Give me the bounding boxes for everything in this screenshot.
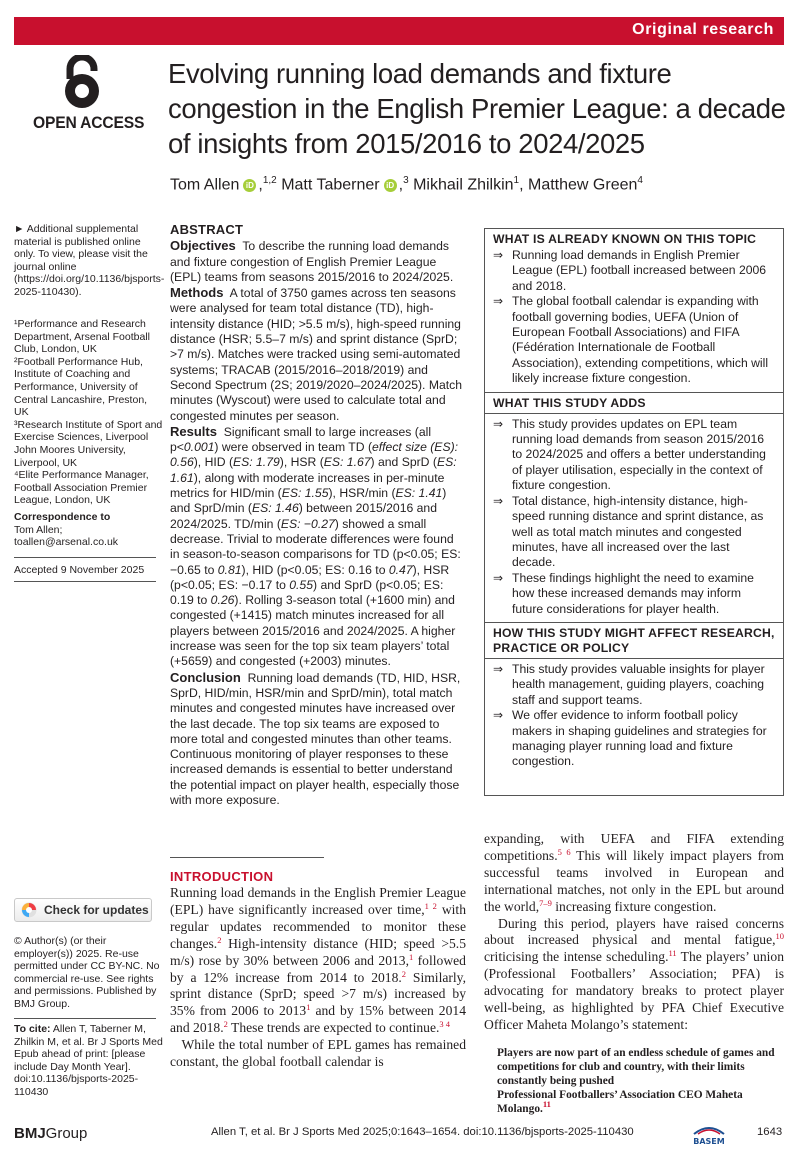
list-item: ⇒ Running load demands in English Premier League (EPL) football increased between 2006 and 2018.: [493, 248, 767, 293]
objectives-text: To describe the running load demands and fixture congestion of English Premier League (EPL) teams from seasons 2015/2016 to 2024/2025.: [170, 239, 454, 284]
arrow-icon: ⇒: [493, 661, 504, 676]
page-number: 1643: [757, 1126, 783, 1138]
basem-logo-icon: [688, 1124, 730, 1148]
arrow-icon: ⇒: [493, 570, 504, 585]
article-title: Evolving running load demands and fixture congestion in the English Premier League: a decade of insights from 2015/2016 to 2024/2025: [168, 58, 786, 159]
author-name[interactable]: Matthew Green: [528, 176, 638, 194]
footer-citation: Allen T, et al. Br J Sports Med 2025;0:1643–1654. doi:10.1136/bjsports-2025-110430: [211, 1126, 634, 1138]
page-footer: [0, 1122, 798, 1152]
paragraph: During this period, players have raised concerns about increased physical and mental fatigue,$^{10}$ criticising the intense scheduling.$^{11}$ The players’ union (Professional Footballers’ Association; PFA) is advocating for mandatory breaks to protect player well-being, as highlighted by PFA Chief Executive Officer Maheta Molango’s statement:: [484, 915, 784, 1032]
divider: [170, 857, 324, 858]
check-for-updates-button[interactable]: [14, 898, 152, 922]
affiliation-item: ⁴Elite Performance Manager, Football Association Premier League, London, UK: [14, 469, 149, 507]
author-affiliation: 1,2: [262, 175, 277, 186]
divider: [14, 581, 156, 582]
abstract-heading: ABSTRACT: [170, 222, 244, 237]
divider: [485, 622, 783, 623]
open-access-label: OPEN ACCESS: [33, 113, 145, 132]
correspondence-email[interactable]: toallen@arsenal.co.uk: [14, 536, 119, 549]
adds-heading: WHAT THIS STUDY ADDS: [493, 395, 646, 410]
abstract-conclusion: [170, 670, 466, 809]
abstract-methods: [170, 285, 466, 424]
crossmark-icon: [21, 902, 37, 918]
divider: [14, 1018, 156, 1019]
check-for-updates-label: Check for updates: [44, 903, 149, 917]
paragraph: expanding, with UEFA and FIFA extending competitions.$^{5 6}$ This will likely impact players from successful teams involved in European and international matches, not only in the EPL but around the world,$^{7-9}$ increasing fixture congestion.: [484, 831, 785, 914]
correspondence-name: Tom Allen;: [14, 523, 63, 536]
citation-box: [14, 1023, 164, 1099]
author-affiliation: 4: [637, 175, 643, 186]
methods-text: A total of 3750 games across ten seasons were analysed for team total distance (TD), high-intensity distance (HID; >5.5 m/s), high-speed running distance (HSR; 5.5–7 m/s) and sprint distance (SprD; >7 m/s). Matches were tracked using semi-automated systems; TRACAB (2015/2016–2018/2019) and Second Spectrum (2S; 2019/2020–2024/2025). Match minutes (Wyscout) were used to calculate total and congested minutes per season.: [170, 286, 463, 423]
arrow-icon: ⇒: [493, 248, 504, 262]
results-label: Results: [170, 423, 217, 439]
list-item: ⇒ We offer evidence to inform football policy makers in shaping guidelines and strategies for managing player running load and fixture congestion.: [493, 708, 767, 769]
conclusion-label: Conclusion: [170, 669, 241, 685]
abstract: [170, 222, 466, 808]
author-list: Tom Allen iD ,$^{1,2}$ Matt Taberner iD ,$^3$ Mikhail Zhilkin$^1$, Matthew Green$^4$: [170, 175, 643, 194]
arrow-icon: ⇒: [493, 416, 504, 431]
copyright-notice: © Author(s) (or their employer(s)) 2025. Re-use permitted under CC BY-NC. No commercial re-use. See rights and permissions. Published by BMJ Group.: [14, 935, 160, 1010]
accepted-date: Accepted 9 November 2025: [14, 564, 145, 576]
list-item: ⇒ The global football calendar is expanding with football governing bodies, UEFA (Union of European Football Associations) and FIFA (Fédération Internationale de Football Association), extending competitions, which will likely increase fixture congestion.: [493, 294, 769, 386]
author-name[interactable]: Mikhail Zhilkin: [413, 176, 514, 194]
list-item: ⇒ Total distance, high-intensity distance, high-speed running distance and sprint distance, as well as total match minutes and congested minutes, have all increased over the last decade.: [493, 493, 764, 570]
results-text: Significant small to large increases (all p<0.001) were observed in team TD (effect size (ES): 0.56), HID (ES: 1.79), HSR (ES: 1.67) and SprD (ES: 1.61), along with moderate increases in per-minute metrics for HID/min (ES: 1.55), HSR/min (ES: 1.41) and SprD/min (ES: 1.46) between 2015/2016 and 2024/2025. TD/min (ES: −0.27) showed a small decrease. Trivial to moderate differences were found in season-to-season comparisons for TD (p<0.05; ES: −0.65 to 0.81), HID (p<0.05; ES: 0.16 to 0.47), HSR (p<0.05; ES: −0.17 to 0.55) and SprD (p<0.05; ES: 0.19 to 0.26). Rolling 3-season total (+1600 min) and congested (+1415) match minutes increased for all players between 2015/2016 and 2024/2025. A higher increase was seen for the top six team players’ total (+5659) and congested (+2003) minutes.: [170, 424, 461, 669]
divider: [485, 392, 783, 393]
methods-label: Methods: [170, 285, 224, 301]
author-name[interactable]: Matt Taberner: [281, 176, 380, 194]
affect-heading: HOW THIS STUDY MIGHT AFFECT RESEARCH, PRACTICE OR POLICY: [493, 625, 775, 655]
publisher-logo: BMJGroup: [14, 1125, 88, 1142]
paragraph: Running load demands in the English Premier League (EPL) have significantly increased over time,$^{1 2}$ with regular updates recommended to monitor these changes.$^2$ High-intensity distance (HID; speed >5.5 m/s) rose by 30% between 2006 and 2013,$^1$ followed by a 12% increase from 2014 to 2018.$^2$ Similarly, sprint distance (SprD; speed >7 m/s) increased by 35% from 2006 to 2013$^1$ and by 15% between 2014 and 2018.$^2$ These trends are expected to continue.$^{3 4}$: [170, 885, 466, 1036]
arrow-icon: ⇒: [493, 708, 504, 723]
divider: [485, 413, 783, 414]
abstract-results: [170, 424, 466, 670]
introduction-heading: INTRODUCTION: [170, 869, 274, 884]
open-access-lock-icon: [56, 55, 108, 111]
abstract-objectives: [170, 238, 466, 285]
divider: [14, 557, 156, 558]
objectives-label: Objectives: [170, 238, 236, 254]
society-label: BASEM: [693, 1137, 725, 1146]
orcid-icon[interactable]: iD: [384, 179, 397, 192]
correspondence-label: Correspondence to: [14, 511, 111, 523]
affiliation-item: ²Football Performance Hub, Institute of Coaching and Performance, University of Central Lancashire, Preston, UK: [14, 355, 148, 419]
article-type-label: Original research: [632, 21, 774, 38]
affiliations: [14, 318, 164, 507]
affiliation-item: ³Research Institute of Sport and Exercise Sciences, Liverpool John Moores University, Liverpool, UK: [14, 418, 163, 469]
cite-label: To cite:: [14, 1023, 51, 1035]
list-item: ⇒ This study provides valuable insights for player health management, guiding players, coaching staff and support teams.: [493, 661, 765, 707]
author-name[interactable]: Tom Allen: [170, 176, 240, 194]
list-item: ⇒ These findings highlight the need to examine how these increased demands may inform future considerations for player health.: [493, 570, 754, 616]
known-heading: WHAT IS ALREADY KNOWN ON THIS TOPIC: [493, 232, 757, 246]
divider: [485, 658, 783, 659]
orcid-icon[interactable]: iD: [243, 179, 256, 192]
block-quote: Players are now part of an endless schedule of games and competitions for club and country, with their limits constantly being pushed Professional Footballers’ Association CEO Maheta Molango.$^{11}$: [497, 1046, 775, 1115]
paragraph: While the total number of EPL games has remained constant, the global football calendar is: [170, 1037, 466, 1070]
author-affiliation: 3: [403, 175, 409, 186]
column-two-body: [484, 831, 784, 1116]
supplemental-note[interactable]: ► Additional supplemental material is published online only. To view, please visit the journal online (https://doi.org/10.1136/bjsports-2025-110430).: [14, 223, 165, 298]
list-item: ⇒ This study provides updates on EPL team running load demands from season 2015/2016 to 2024/2025 and offers a better understanding of player utilisation, especially in the context of fixture congestion.: [493, 416, 766, 493]
arrow-icon: ⇒: [493, 493, 504, 508]
correspondence: [14, 511, 164, 549]
author-affiliation: 1: [513, 175, 520, 186]
arrow-icon: ⇒: [493, 294, 504, 309]
section-banner: [14, 17, 784, 45]
conclusion-text: Running load demands (TD, HID, HSR, SprD, HID/min, HSR/min and SprD/min), total match minutes and congested minutes have increased over the last decade. The top six teams are exposed to more total and congested minutes than other teams. Continuous monitoring of player responses to these increased demands is essential to better understand the potential impact on player health, especially those with more exposure.: [170, 670, 461, 807]
affiliation-item: ¹Performance and Research Department, Arsenal Football Club, London, UK: [14, 318, 150, 356]
introduction-body: [170, 885, 466, 1071]
key-messages-box: [484, 228, 784, 796]
cite-text: Allen T, Taberner M, Zhilkin M, et al. Br J Sports Med Epub ahead of print: [please include Day Month Year]. doi:10.1136/bjsports-2025-110430: [14, 1023, 163, 1098]
